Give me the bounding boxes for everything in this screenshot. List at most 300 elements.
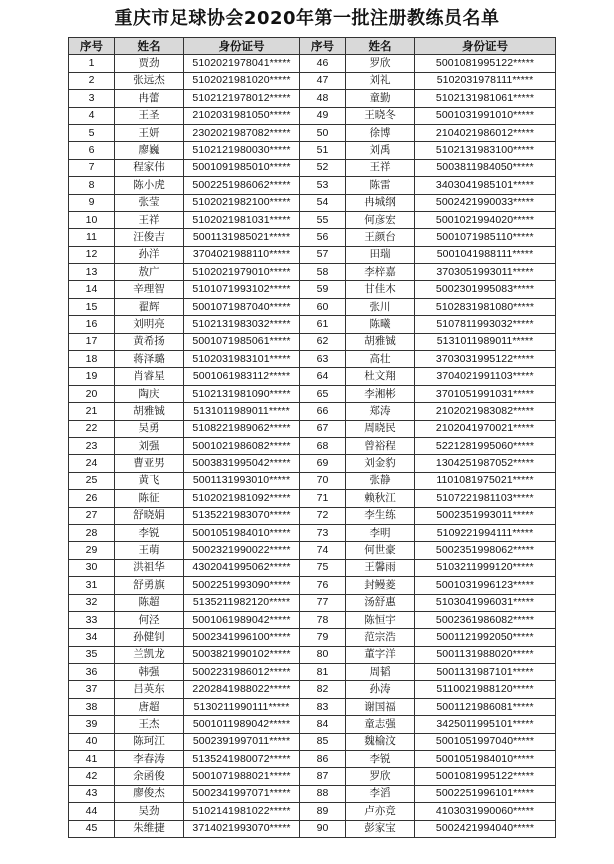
coach-name: 廖巍 — [115, 142, 184, 159]
coach-name: 贾劲 — [115, 55, 184, 72]
coach-name: 陈征 — [115, 490, 184, 507]
coach-name: 郑涛 — [346, 403, 415, 420]
coach-id-number: 5001131987101***** — [415, 664, 556, 681]
table-row — [69, 194, 556, 211]
coach-name: 李春涛 — [115, 751, 184, 768]
coach-seq-number: 11 — [69, 229, 115, 246]
coach-name: 赖秋江 — [346, 490, 415, 507]
coach-id-number: 5001121992050***** — [415, 629, 556, 646]
coach-seq-number: 63 — [300, 351, 346, 368]
coach-seq-number: 45 — [69, 820, 115, 837]
coach-seq-number: 4 — [69, 107, 115, 124]
coach-seq-number: 47 — [300, 72, 346, 89]
coach-id-number: 5003831995042***** — [184, 455, 300, 472]
coach-name: 洪祖华 — [115, 559, 184, 576]
coach-name: 陈珂江 — [115, 733, 184, 750]
coach-roster-table — [68, 37, 556, 838]
table-row — [69, 716, 556, 733]
table-row — [69, 72, 556, 89]
coach-name: 张静 — [346, 472, 415, 489]
coach-name: 陈超 — [115, 594, 184, 611]
coach-id-number: 5001051997040***** — [415, 733, 556, 750]
coach-id-number: 5003821990102***** — [184, 646, 300, 663]
coach-id-number: 5135241980072***** — [184, 751, 300, 768]
coach-id-number: 5102141981022***** — [184, 803, 300, 820]
coach-seq-number: 83 — [300, 698, 346, 715]
coach-seq-number: 42 — [69, 768, 115, 785]
coach-name: 李锐 — [346, 751, 415, 768]
coach-id-number: 5003811984050***** — [415, 159, 556, 176]
coach-seq-number: 82 — [300, 681, 346, 698]
coach-seq-number: 73 — [300, 524, 346, 541]
coach-seq-number: 21 — [69, 403, 115, 420]
coach-seq-number: 8 — [69, 177, 115, 194]
coach-id-number: 5002351993011***** — [415, 507, 556, 524]
coach-seq-number: 46 — [300, 55, 346, 72]
coach-id-number: 3704021991103***** — [415, 368, 556, 385]
coach-id-number: 2302021987082***** — [184, 124, 300, 141]
coach-name: 谢国福 — [346, 698, 415, 715]
coach-seq-number: 19 — [69, 368, 115, 385]
coach-id-number: 5001021986082***** — [184, 437, 300, 454]
coach-seq-number: 78 — [300, 611, 346, 628]
coach-name: 董字洋 — [346, 646, 415, 663]
coach-name: 汤舒惠 — [346, 594, 415, 611]
coach-seq-number: 25 — [69, 472, 115, 489]
coach-seq-number: 17 — [69, 333, 115, 350]
coach-id-number: 2102041970021***** — [415, 420, 556, 437]
coach-id-number: 3403041985101***** — [415, 177, 556, 194]
header-name-left: 姓名 — [115, 38, 184, 55]
coach-seq-number: 30 — [69, 559, 115, 576]
coach-name: 张川 — [346, 298, 415, 315]
coach-seq-number: 88 — [300, 785, 346, 802]
coach-name: 杜文翔 — [346, 368, 415, 385]
coach-id-number: 3703031995122***** — [415, 351, 556, 368]
coach-id-number: 2104021986012***** — [415, 124, 556, 141]
coach-seq-number: 71 — [300, 490, 346, 507]
table-row — [69, 490, 556, 507]
coach-name: 李湘彬 — [346, 385, 415, 402]
coach-name: 韩强 — [115, 664, 184, 681]
coach-name: 舒勇旗 — [115, 577, 184, 594]
table-row — [69, 90, 556, 107]
coach-id-number: 5131011989011***** — [415, 333, 556, 350]
coach-name: 王杰 — [115, 716, 184, 733]
coach-id-number: 2102031981050***** — [184, 107, 300, 124]
coach-name: 朱维捷 — [115, 820, 184, 837]
coach-id-number: 5102131981061***** — [415, 90, 556, 107]
coach-id-number: 3704021988110***** — [184, 246, 300, 263]
coach-id-number: 5001061983112***** — [184, 368, 300, 385]
table-row — [69, 785, 556, 802]
coach-seq-number: 62 — [300, 333, 346, 350]
coach-name: 肖睿星 — [115, 368, 184, 385]
coach-name: 吴勇 — [115, 420, 184, 437]
table-row — [69, 211, 556, 228]
table-row — [69, 611, 556, 628]
coach-id-number: 5102021978041***** — [184, 55, 300, 72]
coach-seq-number: 70 — [300, 472, 346, 489]
coach-id-number: 5002251993090***** — [184, 577, 300, 594]
coach-name: 曾裕程 — [346, 437, 415, 454]
table-row — [69, 733, 556, 750]
coach-id-number: 5002341996100***** — [184, 629, 300, 646]
coach-name: 翟辉 — [115, 298, 184, 315]
coach-name: 何泾 — [115, 611, 184, 628]
coach-seq-number: 81 — [300, 664, 346, 681]
table-row — [69, 159, 556, 176]
coach-seq-number: 74 — [300, 542, 346, 559]
coach-name: 曹亚男 — [115, 455, 184, 472]
coach-id-number: 5002351998062***** — [415, 542, 556, 559]
coach-name: 吕英东 — [115, 681, 184, 698]
coach-seq-number: 48 — [300, 90, 346, 107]
coach-name: 程家伟 — [115, 159, 184, 176]
coach-id-number: 5001131993010***** — [184, 472, 300, 489]
table-row — [69, 298, 556, 315]
coach-name: 冉城纲 — [346, 194, 415, 211]
coach-id-number: 5002391997011***** — [184, 733, 300, 750]
table-row — [69, 264, 556, 281]
coach-name: 李生练 — [346, 507, 415, 524]
coach-name: 陈恒宇 — [346, 611, 415, 628]
coach-id-number: 4103031990060***** — [415, 803, 556, 820]
coach-id-number: 5102831981080***** — [415, 298, 556, 315]
coach-id-number: 5107221981103***** — [415, 490, 556, 507]
coach-name: 封鳗菱 — [346, 577, 415, 594]
coach-seq-number: 31 — [69, 577, 115, 594]
coach-name: 孙洋 — [115, 246, 184, 263]
coach-name: 彭家宝 — [346, 820, 415, 837]
coach-seq-number: 53 — [300, 177, 346, 194]
coach-name: 陈曦 — [346, 316, 415, 333]
coach-name: 胡雅铖 — [115, 403, 184, 420]
coach-id-number: 5001131985021***** — [184, 229, 300, 246]
coach-seq-number: 77 — [300, 594, 346, 611]
coach-name: 罗欣 — [346, 768, 415, 785]
coach-id-number: 5221281995060***** — [415, 437, 556, 454]
coach-seq-number: 38 — [69, 698, 115, 715]
table-row — [69, 55, 556, 72]
coach-name: 卢亦竞 — [346, 803, 415, 820]
coach-seq-number: 3 — [69, 90, 115, 107]
coach-seq-number: 1 — [69, 55, 115, 72]
coach-seq-number: 59 — [300, 281, 346, 298]
table-row — [69, 246, 556, 263]
coach-name: 刘金豹 — [346, 455, 415, 472]
coach-name: 范宗浩 — [346, 629, 415, 646]
coach-seq-number: 72 — [300, 507, 346, 524]
coach-id-number: 5102131981090***** — [184, 385, 300, 402]
coach-seq-number: 89 — [300, 803, 346, 820]
coach-seq-number: 50 — [300, 124, 346, 141]
coach-name: 黄飞 — [115, 472, 184, 489]
coach-seq-number: 23 — [69, 437, 115, 454]
coach-id-number: 5001061989042***** — [184, 611, 300, 628]
coach-seq-number: 24 — [69, 455, 115, 472]
coach-name: 何世豪 — [346, 542, 415, 559]
coach-seq-number: 55 — [300, 211, 346, 228]
coach-name: 童志强 — [346, 716, 415, 733]
coach-id-number: 3714021993070***** — [184, 820, 300, 837]
coach-seq-number: 32 — [69, 594, 115, 611]
coach-id-number: 5001071988021***** — [184, 768, 300, 785]
coach-name: 黄希扬 — [115, 333, 184, 350]
coach-name: 辛理智 — [115, 281, 184, 298]
coach-id-number: 3703051993011***** — [415, 264, 556, 281]
coach-id-number: 5002361986082***** — [415, 611, 556, 628]
coach-seq-number: 84 — [300, 716, 346, 733]
table-row — [69, 437, 556, 454]
coach-seq-number: 27 — [69, 507, 115, 524]
coach-name: 孙涛 — [346, 681, 415, 698]
coach-id-number: 5002421990033***** — [415, 194, 556, 211]
header-seq-left: 序号 — [69, 38, 115, 55]
table-row — [69, 681, 556, 698]
coach-name: 王馨雨 — [346, 559, 415, 576]
coach-id-number: 5107811993032***** — [415, 316, 556, 333]
table-row — [69, 542, 556, 559]
coach-seq-number: 33 — [69, 611, 115, 628]
table-row — [69, 281, 556, 298]
table-row — [69, 368, 556, 385]
table-row — [69, 507, 556, 524]
coach-seq-number: 29 — [69, 542, 115, 559]
coach-seq-number: 86 — [300, 751, 346, 768]
coach-id-number: 5135221983070***** — [184, 507, 300, 524]
coach-name: 敖广 — [115, 264, 184, 281]
coach-seq-number: 13 — [69, 264, 115, 281]
coach-seq-number: 15 — [69, 298, 115, 315]
coach-id-number: 5001051984010***** — [184, 524, 300, 541]
coach-name: 王妍 — [115, 124, 184, 141]
coach-id-number: 5102021981020***** — [184, 72, 300, 89]
coach-id-number: 5103211999120***** — [415, 559, 556, 576]
coach-seq-number: 87 — [300, 768, 346, 785]
table-row — [69, 664, 556, 681]
coach-seq-number: 40 — [69, 733, 115, 750]
coach-id-number: 5102021981031***** — [184, 211, 300, 228]
coach-seq-number: 66 — [300, 403, 346, 420]
table-row — [69, 333, 556, 350]
coach-id-number: 5001081995122***** — [415, 55, 556, 72]
coach-name: 刘强 — [115, 437, 184, 454]
coach-id-number: 5001071987040***** — [184, 298, 300, 315]
coach-seq-number: 54 — [300, 194, 346, 211]
coach-name: 吴劲 — [115, 803, 184, 820]
coach-seq-number: 90 — [300, 820, 346, 837]
header-id-right: 身份证号 — [415, 38, 556, 55]
table-row — [69, 351, 556, 368]
coach-seq-number: 28 — [69, 524, 115, 541]
coach-name: 刘明亮 — [115, 316, 184, 333]
coach-seq-number: 39 — [69, 716, 115, 733]
coach-name: 甘佳木 — [346, 281, 415, 298]
coach-id-number: 2202841988022***** — [184, 681, 300, 698]
coach-name: 王晓冬 — [346, 107, 415, 124]
coach-id-number: 5131011989011***** — [184, 403, 300, 420]
coach-seq-number: 57 — [300, 246, 346, 263]
coach-id-number: 5109221994111***** — [415, 524, 556, 541]
coach-id-number: 5002341997071***** — [184, 785, 300, 802]
table-row — [69, 698, 556, 715]
table-row — [69, 316, 556, 333]
coach-name: 汪俊吉 — [115, 229, 184, 246]
coach-id-number: 5102131983032***** — [184, 316, 300, 333]
coach-name: 张远杰 — [115, 72, 184, 89]
coach-id-number: 5130211990111***** — [184, 698, 300, 715]
header-name-right: 姓名 — [346, 38, 415, 55]
coach-name: 罗欣 — [346, 55, 415, 72]
page-title: 重庆市足球协会2020年第一批注册教练员名单 — [114, 8, 500, 29]
table-row — [69, 646, 556, 663]
coach-seq-number: 56 — [300, 229, 346, 246]
coach-seq-number: 64 — [300, 368, 346, 385]
coach-name: 余函俊 — [115, 768, 184, 785]
coach-name: 田瑞 — [346, 246, 415, 263]
coach-name: 李滔 — [346, 785, 415, 802]
coach-name: 王祥 — [346, 159, 415, 176]
coach-id-number: 1101081975021***** — [415, 472, 556, 489]
coach-seq-number: 61 — [300, 316, 346, 333]
coach-name: 王萌 — [115, 542, 184, 559]
coach-name: 李锐 — [115, 524, 184, 541]
coach-name: 兰凯龙 — [115, 646, 184, 663]
coach-name: 魏榆汶 — [346, 733, 415, 750]
table-row — [69, 751, 556, 768]
coach-seq-number: 79 — [300, 629, 346, 646]
table-row — [69, 229, 556, 246]
coach-name: 唐超 — [115, 698, 184, 715]
coach-id-number: 5102021979010***** — [184, 264, 300, 281]
table-row — [69, 142, 556, 159]
coach-name: 孙健钊 — [115, 629, 184, 646]
coach-seq-number: 20 — [69, 385, 115, 402]
coach-name: 陈小虎 — [115, 177, 184, 194]
coach-name: 陶庆 — [115, 385, 184, 402]
coach-name: 王颜台 — [346, 229, 415, 246]
coach-id-number: 5102021982100***** — [184, 194, 300, 211]
coach-id-number: 5101071993102***** — [184, 281, 300, 298]
table-row — [69, 594, 556, 611]
table-row — [69, 124, 556, 141]
coach-name: 周韬 — [346, 664, 415, 681]
coach-id-number: 5102031978111***** — [415, 72, 556, 89]
coach-id-number: 5102121980030***** — [184, 142, 300, 159]
coach-seq-number: 85 — [300, 733, 346, 750]
coach-id-number: 5135211982120***** — [184, 594, 300, 611]
coach-id-number: 5002301995083***** — [415, 281, 556, 298]
coach-name: 王祥 — [115, 211, 184, 228]
coach-seq-number: 18 — [69, 351, 115, 368]
coach-seq-number: 10 — [69, 211, 115, 228]
coach-seq-number: 80 — [300, 646, 346, 663]
coach-id-number: 5001021994020***** — [415, 211, 556, 228]
coach-id-number: 5002421994040***** — [415, 820, 556, 837]
coach-id-number: 5002321990022***** — [184, 542, 300, 559]
coach-id-number: 5001051984010***** — [415, 751, 556, 768]
coach-seq-number: 65 — [300, 385, 346, 402]
coach-id-number: 5001031996123***** — [415, 577, 556, 594]
coach-seq-number: 26 — [69, 490, 115, 507]
table-row — [69, 107, 556, 124]
coach-id-number: 5002231986012***** — [184, 664, 300, 681]
coach-seq-number: 9 — [69, 194, 115, 211]
coach-id-number: 3425011995101***** — [415, 716, 556, 733]
coach-name: 廖俊杰 — [115, 785, 184, 802]
coach-seq-number: 5 — [69, 124, 115, 141]
table-row — [69, 820, 556, 837]
coach-seq-number: 41 — [69, 751, 115, 768]
coach-id-number: 5102031983101***** — [184, 351, 300, 368]
coach-id-number: 5108221989062***** — [184, 420, 300, 437]
coach-id-number: 5103041996031***** — [415, 594, 556, 611]
table-row — [69, 524, 556, 541]
coach-seq-number: 49 — [300, 107, 346, 124]
coach-id-number: 5102121978012***** — [184, 90, 300, 107]
coach-id-number: 5001091985010***** — [184, 159, 300, 176]
coach-id-number: 5001081995122***** — [415, 768, 556, 785]
coach-id-number: 5110021988120***** — [415, 681, 556, 698]
coach-id-number: 5001131988020***** — [415, 646, 556, 663]
coach-id-number: 5001031991010***** — [415, 107, 556, 124]
coach-name: 徐博 — [346, 124, 415, 141]
coach-name: 蒋泽璐 — [115, 351, 184, 368]
table-row — [69, 177, 556, 194]
coach-name: 王圣 — [115, 107, 184, 124]
table-row — [69, 629, 556, 646]
coach-name: 周晓民 — [346, 420, 415, 437]
table-row — [69, 455, 556, 472]
coach-seq-number: 68 — [300, 437, 346, 454]
coach-name: 李明 — [346, 524, 415, 541]
coach-name: 童勤 — [346, 90, 415, 107]
coach-seq-number: 34 — [69, 629, 115, 646]
table-row — [69, 559, 556, 576]
coach-name: 刘礼 — [346, 72, 415, 89]
coach-seq-number: 58 — [300, 264, 346, 281]
coach-seq-number: 37 — [69, 681, 115, 698]
roster-body — [69, 55, 556, 838]
coach-name: 陈雷 — [346, 177, 415, 194]
coach-id-number: 1304251987052***** — [415, 455, 556, 472]
coach-seq-number: 69 — [300, 455, 346, 472]
coach-seq-number: 76 — [300, 577, 346, 594]
coach-id-number: 5001011989042***** — [184, 716, 300, 733]
coach-seq-number: 22 — [69, 420, 115, 437]
coach-id-number: 5002251996101***** — [415, 785, 556, 802]
coach-seq-number: 44 — [69, 803, 115, 820]
coach-name: 胡雅铖 — [346, 333, 415, 350]
coach-id-number: 4302041995062***** — [184, 559, 300, 576]
coach-name: 冉蕾 — [115, 90, 184, 107]
coach-seq-number: 52 — [300, 159, 346, 176]
coach-seq-number: 12 — [69, 246, 115, 263]
coach-id-number: 5001121986081***** — [415, 698, 556, 715]
coach-id-number: 5102021981092***** — [184, 490, 300, 507]
coach-seq-number: 36 — [69, 664, 115, 681]
coach-id-number: 3701051991031***** — [415, 385, 556, 402]
coach-seq-number: 35 — [69, 646, 115, 663]
coach-id-number: 5102131983100***** — [415, 142, 556, 159]
coach-id-number: 5001071985110***** — [415, 229, 556, 246]
coach-seq-number: 7 — [69, 159, 115, 176]
coach-seq-number: 51 — [300, 142, 346, 159]
table-row — [69, 385, 556, 402]
coach-name: 高壮 — [346, 351, 415, 368]
coach-seq-number: 75 — [300, 559, 346, 576]
